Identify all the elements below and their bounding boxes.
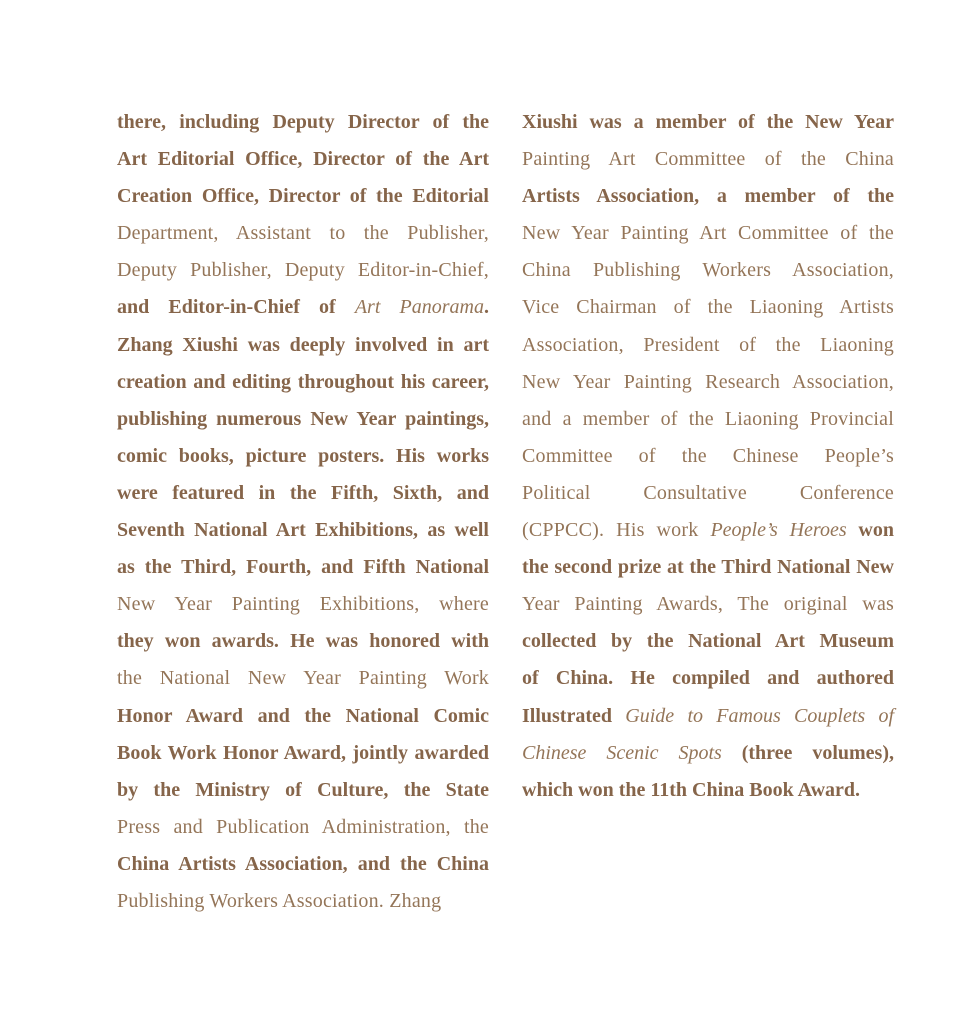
body-text: Illustrated: [522, 704, 626, 727]
text-line: [522, 586, 894, 623]
body-text: China Publishing Workers Association,: [522, 259, 894, 282]
text-line: [117, 549, 489, 586]
text-line: [522, 289, 894, 326]
body-text: New Year Painting Research Association,: [522, 370, 894, 393]
text-line: [522, 327, 894, 364]
body-text: Political Consultative Conference: [522, 481, 894, 504]
text-line: [117, 215, 489, 252]
body-text: Association, President of the Liaoning: [522, 333, 894, 356]
text-line: [117, 104, 489, 141]
text-line: [522, 735, 894, 772]
body-text: won: [846, 519, 894, 542]
text-line: [117, 252, 489, 289]
text-line: [522, 252, 894, 289]
body-text: which won the 11th China Book Award.: [522, 778, 861, 801]
text-line: [522, 401, 894, 438]
text-line: [117, 809, 489, 846]
body-text: the National New Year Painting Work: [117, 667, 489, 690]
text-line: [117, 623, 489, 660]
body-text: Publishing Workers Association. Zhang: [117, 889, 442, 912]
body-text: the second prize at the Third National New: [522, 556, 894, 579]
body-text: (CPPCC). His work: [522, 519, 711, 542]
body-text: Press and Publication Administration, the: [117, 815, 489, 838]
text-line: [522, 660, 894, 697]
body-text: Art Editorial Office, Director of the Art: [117, 148, 489, 171]
text-line: [117, 846, 489, 883]
text-line: [522, 623, 894, 660]
body-text: Zhang Xiushi was deeply involved in art: [117, 333, 489, 356]
text-line: [522, 178, 894, 215]
text-line: [117, 735, 489, 772]
text-line: [522, 364, 894, 401]
body-text: .: [484, 296, 489, 319]
body-text: as the Third, Fourth, and Fifth National: [117, 556, 489, 579]
text-line: [117, 364, 489, 401]
text-line: [117, 586, 489, 623]
text-line: [117, 475, 489, 512]
body-text: Painting Art Committee of the China: [522, 148, 894, 171]
body-text: and Editor-in-Chief of: [117, 296, 355, 319]
italic-title-text: Guide to Famous Couplets of: [625, 704, 895, 727]
text-line: [522, 104, 894, 141]
body-text: creation and editing throughout his career,: [117, 370, 489, 393]
italic-title-text: Art Panorama: [354, 296, 484, 319]
text-line: [522, 141, 894, 178]
text-line: [522, 215, 894, 252]
text-line: [522, 438, 894, 475]
body-text: publishing numerous New Year paintings,: [117, 407, 489, 430]
body-text: of China. He compiled and authored: [522, 667, 894, 690]
text-line: [117, 178, 489, 215]
italic-title-text: Chinese Scenic Spots: [522, 741, 722, 764]
body-text: they won awards. He was honored with: [117, 630, 489, 653]
right-text-column: [522, 104, 894, 809]
body-text: Honor Award and the National Comic: [117, 704, 489, 727]
body-text: Department, Assistant to the Publisher,: [117, 222, 489, 245]
body-text: were featured in the Fifth, Sixth, and: [117, 481, 489, 504]
left-text-column: [117, 104, 489, 920]
text-line: [522, 698, 894, 735]
body-text: Vice Chairman of the Liaoning Artists: [522, 296, 894, 319]
text-line: [522, 512, 894, 549]
body-text: and a member of the Liaoning Provincial: [522, 407, 894, 430]
text-line: [117, 698, 489, 735]
body-text: Xiushi was a member of the New Year: [522, 111, 894, 133]
body-text: comic books, picture posters. His works: [117, 444, 489, 467]
text-line: [117, 438, 489, 475]
text-line: [117, 660, 489, 697]
text-line: [522, 549, 894, 586]
body-text: Creation Office, Director of the Editorial: [117, 185, 489, 208]
text-line: [522, 475, 894, 512]
body-text: collected by the National Art Museum: [522, 630, 894, 653]
body-text: there, including Deputy Director of the: [117, 111, 489, 133]
text-line: [117, 401, 489, 438]
text-line: [117, 141, 489, 178]
body-text: Deputy Publisher, Deputy Editor-in-Chief,: [117, 259, 489, 282]
body-text: Book Work Honor Award, jointly awarded: [117, 741, 489, 764]
body-text: Committee of the Chinese People’s: [522, 444, 894, 467]
text-line: [117, 512, 489, 549]
italic-title-text: People’s Heroes: [710, 519, 847, 542]
body-text: (three volumes),: [721, 741, 894, 764]
body-text: by the Ministry of Culture, the State: [117, 778, 489, 801]
body-text: Seventh National Art Exhibitions, as well: [117, 519, 489, 542]
body-text: China Artists Association, and the China: [117, 852, 489, 875]
body-text: New Year Painting Art Committee of the: [522, 222, 894, 245]
body-text: Year Painting Awards, The original was: [522, 593, 894, 616]
body-text: New Year Painting Exhibitions, where: [117, 593, 489, 616]
text-line: [117, 772, 489, 809]
body-text: Artists Association, a member of the: [522, 185, 894, 208]
text-line: [117, 327, 489, 364]
text-line: [522, 772, 894, 809]
text-line: [117, 289, 489, 326]
text-line: [117, 883, 489, 920]
